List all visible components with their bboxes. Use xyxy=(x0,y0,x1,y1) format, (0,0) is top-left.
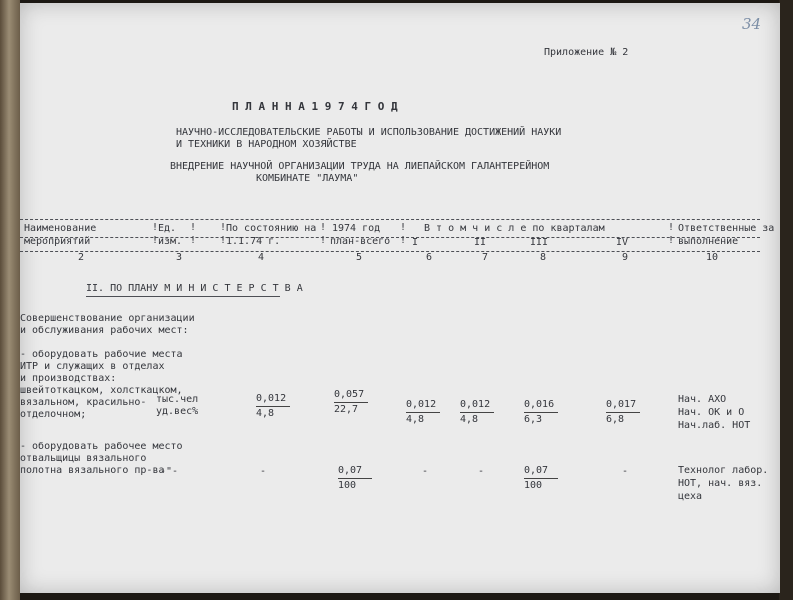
fraction-line xyxy=(524,412,558,413)
col-number: 3 xyxy=(176,252,183,263)
col-sep: ! xyxy=(220,222,227,233)
row1-q3-numerator: 0,016 xyxy=(524,399,555,410)
row2-q3-denominator: 100 xyxy=(524,480,543,491)
intro-line-1: Совершенствование организации xyxy=(20,313,195,324)
fraction-line xyxy=(524,478,558,479)
header-q4: IV xyxy=(616,237,629,248)
row1-q3-denominator: 6,3 xyxy=(524,414,543,425)
header-rule-bottom xyxy=(20,251,760,252)
row1-resp-line: Нач.лаб. НОТ xyxy=(678,420,751,431)
row1-q4-numerator: 0,017 xyxy=(606,399,637,410)
header-rule-top xyxy=(20,219,760,220)
row2-plan-numerator: 0,07 xyxy=(338,465,363,476)
row1-name-line: отделочном; xyxy=(20,409,87,420)
subtitle-line-4: КОМБИНАТЕ "ЛАУМА" xyxy=(256,173,359,184)
row1-q1-numerator: 0,012 xyxy=(406,399,437,410)
header-state-line-2: 1.1.74 г. xyxy=(226,236,281,247)
header-unit-line-1: Ед. xyxy=(158,223,177,234)
col-sep: ! xyxy=(668,222,675,233)
section-heading: II. ПО ПЛАНУ М И Н И С Т Е Р С Т В А xyxy=(86,283,303,294)
row1-state-numerator: 0,012 xyxy=(256,393,287,404)
row2-q3-value xyxy=(524,465,594,492)
subtitle-line-1: НАУЧНО-ИССЛЕДОВАТЕЛЬСКИЕ РАБОТЫ И ИСПОЛЬЗОВАНИЕ ДОСТИЖЕНИЙ НАУКИ xyxy=(176,127,562,138)
header-state-line-1: По состоянию на xyxy=(226,223,317,234)
row1-q4-value xyxy=(606,399,676,426)
col-number: 9 xyxy=(622,252,629,263)
header-plan-line-1: 1974 год xyxy=(332,223,381,234)
page-number: 34 xyxy=(742,15,762,33)
header-unit-line-2: изм. xyxy=(158,236,183,247)
header-q3: III xyxy=(530,237,549,248)
binder-edge xyxy=(0,0,20,600)
row2-resp-line: цеха xyxy=(678,491,703,502)
col-number: 4 xyxy=(258,252,265,263)
fraction-line xyxy=(460,412,494,413)
col-sep: ! xyxy=(320,235,327,246)
col-number: 2 xyxy=(78,252,85,263)
header-q1: I xyxy=(412,237,419,248)
row1-q4-denominator: 6,8 xyxy=(606,414,625,425)
header-plan-line-2: план-всего xyxy=(330,236,391,247)
col-number: 10 xyxy=(706,252,719,263)
row1-name-line: швейтоткацком, холсткацком, xyxy=(20,385,183,396)
row1-q1-denominator: 4,8 xyxy=(406,414,425,425)
col-sep: ! xyxy=(400,235,407,246)
row1-unit-1: тыс.чел xyxy=(156,394,199,405)
col-sep: ! xyxy=(190,235,197,246)
section-underline xyxy=(86,296,280,297)
row1-q2-value xyxy=(460,399,530,426)
row1-plan-denominator: 22,7 xyxy=(334,404,359,415)
row1-unit-2: уд.вес% xyxy=(156,406,199,417)
row2-q1-value: - xyxy=(422,466,429,477)
header-resp-line-2: выполнение xyxy=(678,236,739,247)
row2-q3-numerator: 0,07 xyxy=(524,465,549,476)
row2-resp-line: НОТ, нач. вяз. xyxy=(678,478,763,489)
row1-resp-line: Нач. ОК и О xyxy=(678,407,745,418)
row1-state-value xyxy=(256,393,326,420)
fraction-line xyxy=(606,412,640,413)
row1-name-line: и производствах: xyxy=(20,373,117,384)
row1-plan-value xyxy=(334,389,404,416)
row1-name-line: - оборудовать рабочие места xyxy=(20,349,183,360)
header-name-line-1: Наименование xyxy=(24,223,97,234)
col-sep: ! xyxy=(668,235,675,246)
col-sep: ! xyxy=(400,222,407,233)
col-number: 7 xyxy=(482,252,489,263)
fraction-line xyxy=(256,406,290,407)
document-title: П Л А Н Н А 1 9 7 4 Г О Д xyxy=(232,100,398,113)
col-number: 6 xyxy=(426,252,433,263)
row2-name-line: отвальщицы вязального xyxy=(20,453,147,464)
fraction-line xyxy=(406,412,440,413)
row1-plan-numerator: 0,057 xyxy=(334,389,365,400)
row2-name-line: - оборудовать рабочее место xyxy=(20,441,183,452)
fraction-line xyxy=(338,478,372,479)
appendix-label: Приложение № 2 xyxy=(544,47,629,58)
subtitle-line-2: И ТЕХНИКИ В НАРОДНОМ ХОЗЯЙСТВЕ xyxy=(176,139,357,150)
row2-name-line: полотна вязального пр-ва xyxy=(20,465,165,476)
row1-q2-numerator: 0,012 xyxy=(460,399,491,410)
row1-name-line: ИТР и служащих в отделах xyxy=(20,361,165,372)
fraction-line xyxy=(334,402,368,403)
col-sep: ! xyxy=(152,222,159,233)
intro-line-2: и обслуживания рабочих мест: xyxy=(20,325,189,336)
document-page xyxy=(20,3,780,593)
row2-plan-denominator: 100 xyxy=(338,480,357,491)
row2-q4-value: - xyxy=(622,466,629,477)
col-sep: ! xyxy=(152,235,159,246)
col-sep: ! xyxy=(320,222,327,233)
row2-q2-value: - xyxy=(478,466,485,477)
row2-state-value: - xyxy=(260,466,267,477)
col-sep: ! xyxy=(190,222,197,233)
col-number: 8 xyxy=(540,252,547,263)
row1-resp-line: Нач. АХО xyxy=(678,394,727,405)
col-sep: ! xyxy=(220,235,227,246)
header-q2: II xyxy=(474,237,487,248)
subtitle-line-3: ВНЕДРЕНИЕ НАУЧНОЙ ОРГАНИЗАЦИИ ТРУДА НА ЛИЕПАЙСКОМ ГАЛАНТЕРЕЙНОМ xyxy=(170,161,550,172)
row1-state-denominator: 4,8 xyxy=(256,408,275,419)
row2-resp-line: Технолог лабор. xyxy=(678,465,769,476)
row1-name-line: вязальном, красильно- xyxy=(20,397,147,408)
row1-q3-value xyxy=(524,399,594,426)
header-resp-line-1: Ответственные за xyxy=(678,223,775,234)
background-edge xyxy=(779,0,793,600)
row2-plan-value xyxy=(338,465,408,492)
row2-unit: -"- xyxy=(160,466,179,477)
row1-q2-denominator: 4,8 xyxy=(460,414,479,425)
header-quarters: В т о м ч и с л е по кварталам xyxy=(424,223,605,234)
col-number: 5 xyxy=(356,252,363,263)
header-name-line-2: мероприятий xyxy=(24,236,91,247)
